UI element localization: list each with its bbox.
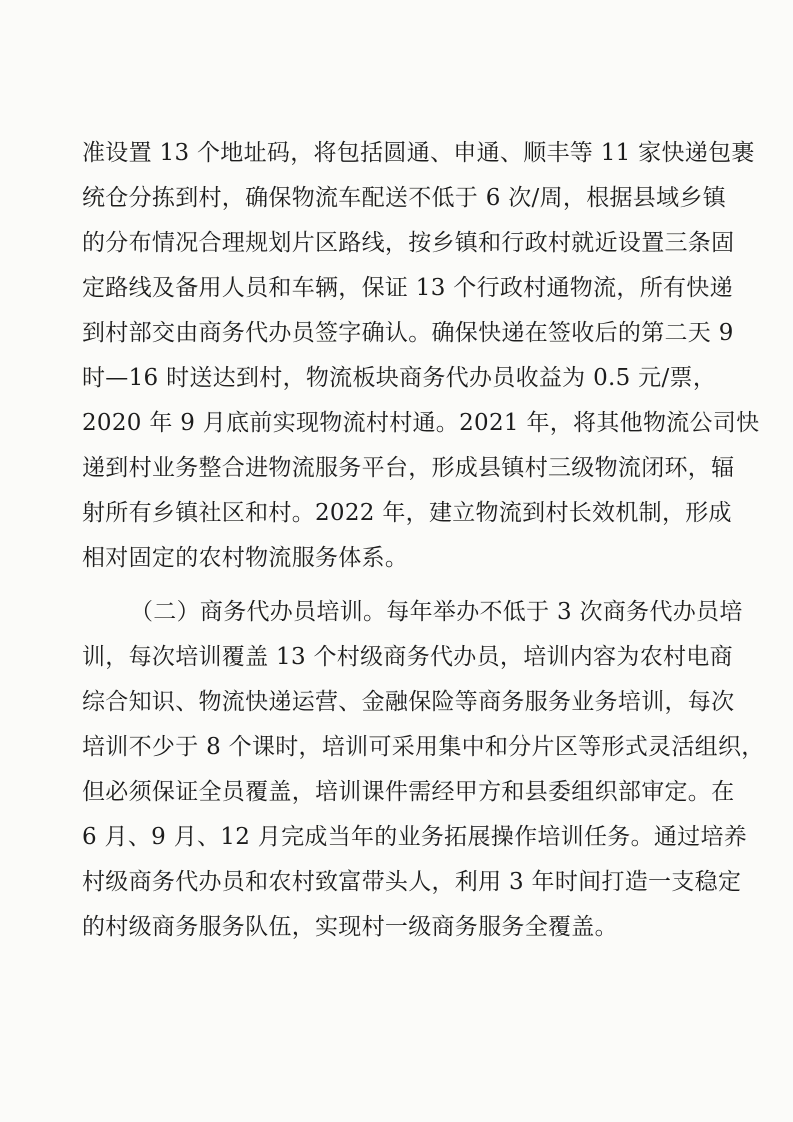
text-line: 2020 年 9 月底前实现物流村村通。2021 年，将其他物流公司快 (82, 410, 760, 436)
text-line: 培训不少于 8 个课时，培训可采用集中和分片区等形式灵活组织， (82, 734, 765, 760)
text-line: 训，每次培训覆盖 13 个村级商务代办员，培训内容为农村电商 (82, 644, 733, 670)
text-line: 但必须保证全员覆盖，培训课件需经甲方和县委组织部审定。在 (82, 779, 735, 805)
text-line: 递到村业务整合进物流服务平台，形成县镇村三级物流闭环，辐 (82, 455, 735, 481)
text-line: 相对固定的农村物流服务体系。 (82, 545, 409, 571)
text-line: 6 月、9 月、12 月完成当年的业务拓展操作培训任务。通过培养 (82, 824, 748, 850)
text-line: 的村级商务服务队伍，实现村一级商务服务全覆盖。 (82, 914, 618, 940)
paragraph-1 (82, 131, 760, 581)
text-line: （二）商务代办员培训。每年举办不低于 3 次商务代办员培 (130, 599, 743, 625)
paragraph-gap (82, 581, 748, 590)
text-line: 的分布情况合理规划片区路线，按乡镇和行政村就近设置三条固 (82, 230, 735, 256)
text-line: 射所有乡镇社区和村。2022 年，建立物流到村长效机制，形成 (82, 500, 732, 526)
text-line: 村级商务代办员和农村致富带头人，利用 3 年时间打造一支稳定 (82, 869, 742, 895)
paragraph-2 (82, 590, 765, 950)
text-line: 综合知识、物流快递运营、金融保险等商务服务业务培训，每次 (82, 689, 735, 715)
text-line: 时—16 时送达到村，物流板块商务代办员收益为 0.5 元/票， (82, 365, 717, 391)
document-body (82, 131, 765, 950)
text-line: 准设置 13 个地址码，将包括圆通、申通、顺丰等 11 家快递包裹 (82, 140, 755, 166)
text-line: 到村部交由商务代办员签字确认。确保快递在签收后的第二天 9 (82, 320, 734, 346)
text-line: 定路线及备用人员和车辆，保证 13 个行政村通物流，所有快递 (82, 275, 733, 301)
text-line: 统仓分拣到村，确保物流车配送不低于 6 次/周，根据县域乡镇 (82, 185, 727, 211)
